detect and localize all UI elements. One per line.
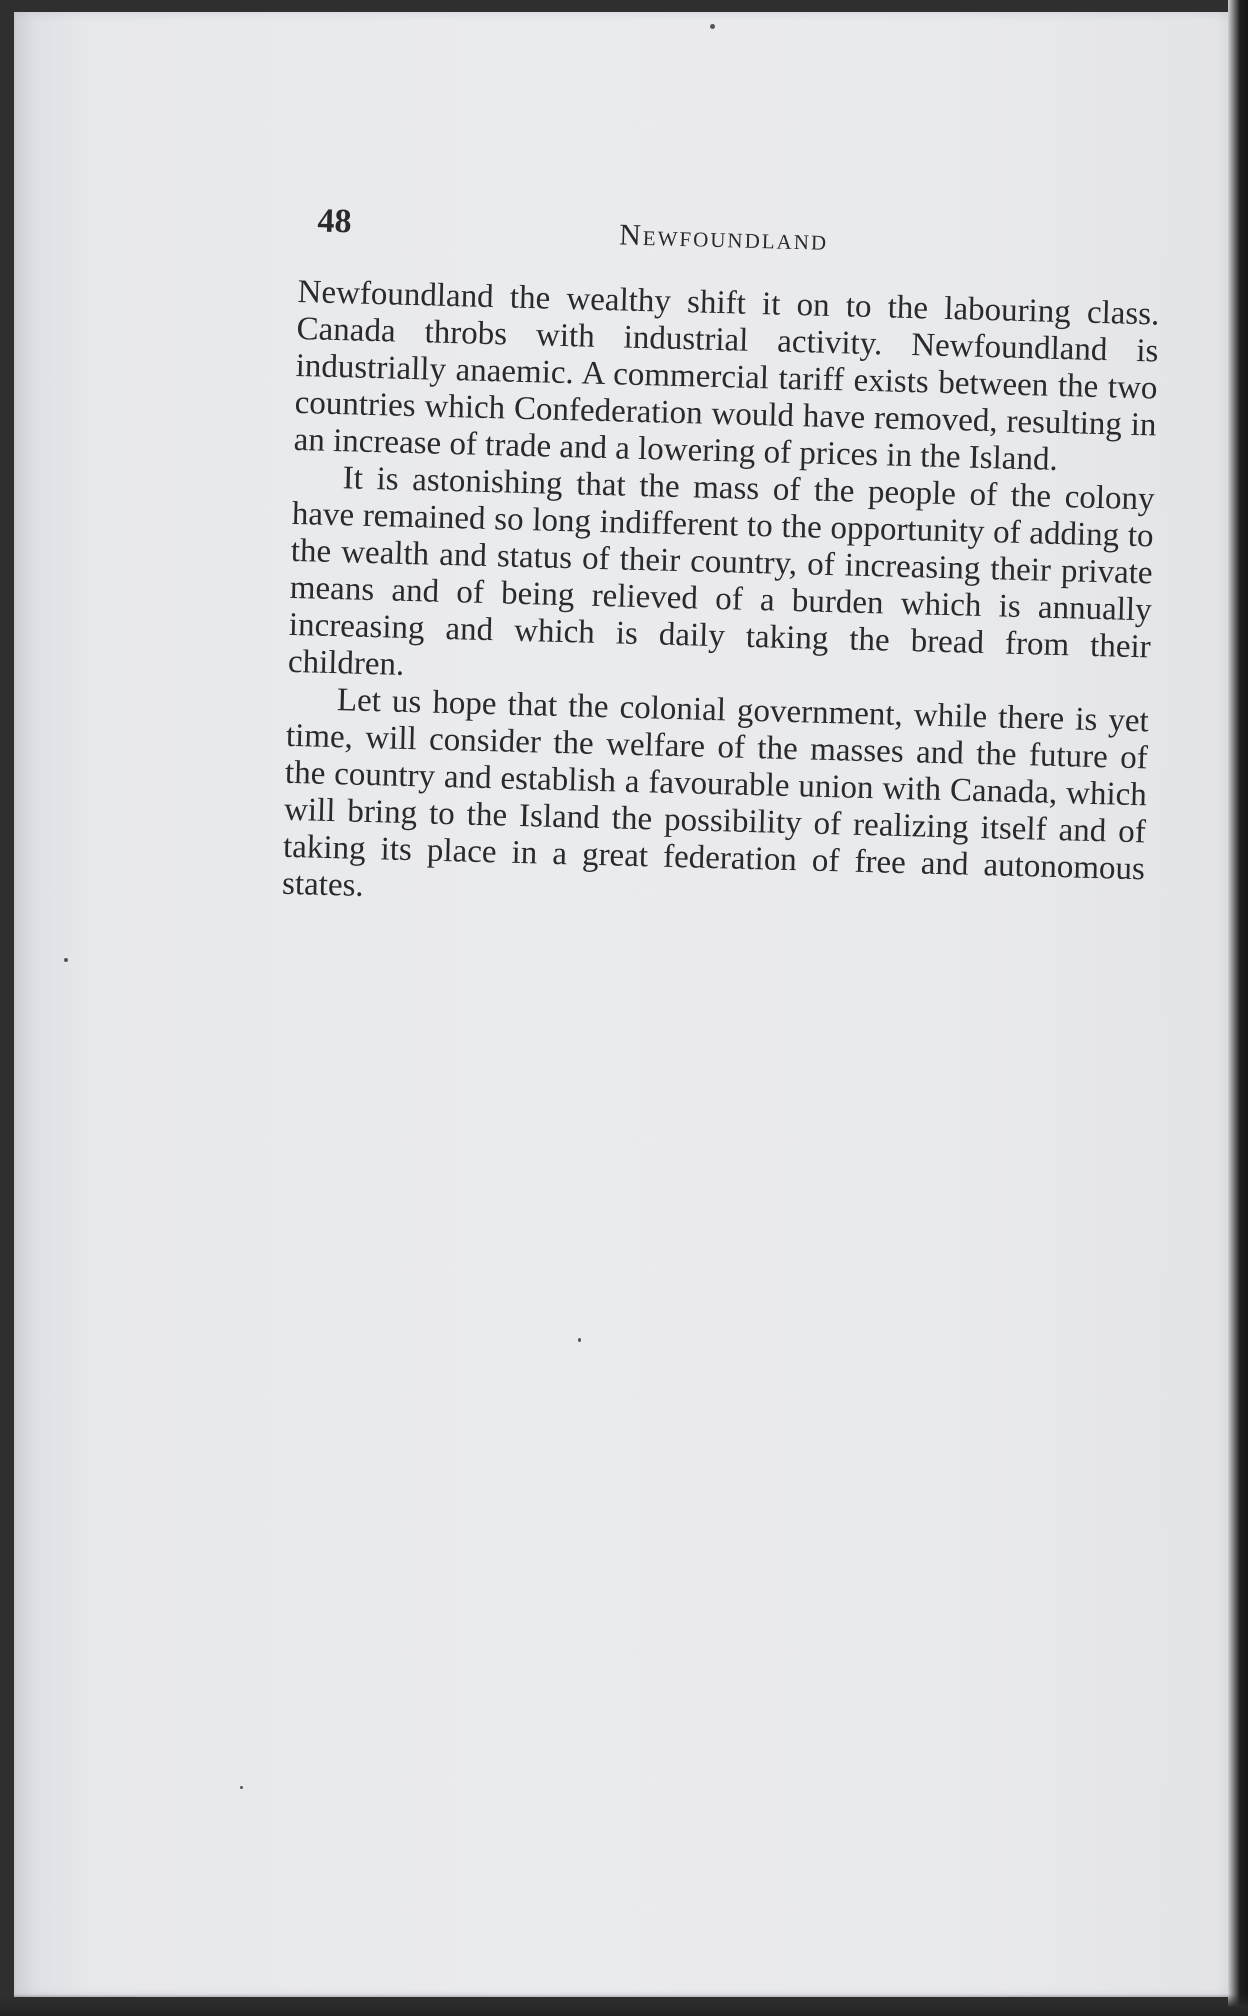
page-number: 48 <box>317 202 352 241</box>
paper-speck <box>578 1338 581 1342</box>
paper-speck <box>64 958 68 962</box>
paragraph-1: Newfoundland the wealthy shift it on to the labouring class. Canada throbs with industrial activity. Newfoundland is industrially anaemic. A commercial tariff exists between the two countries which Confederation would have removed, resulting in an increase of trade and a lowering of prices in the Island. <box>293 273 1160 478</box>
running-title: Newfoundland <box>618 218 829 257</box>
book-page <box>14 12 1230 1997</box>
paper-speck <box>240 1786 243 1789</box>
paper-speck <box>710 24 715 29</box>
running-head <box>299 202 1162 281</box>
page-text-block <box>282 202 1162 925</box>
paragraph-3: Let us hope that the colonial government, while there is yet time, will consider the welfare of the masses and the future of the country and establish a favourable union with Canada, which will bring to the Island the possibility of realizing itself and of taking its place in a great federation of free and autonomous states. <box>281 682 1150 904</box>
page-edge-shadow-bottom <box>0 1994 1248 2016</box>
paragraph-2: It is astonishing that the mass of the people of the colony have remained so long indifferent to the opportunity of adding to the wealth and status of their country, of increasing their private means and of being relieved of a burden which is annually increasing and which is daily taking the bread from their children. <box>287 460 1155 683</box>
page-edge-shadow-right <box>1228 0 1248 2016</box>
body-text <box>282 274 1160 925</box>
